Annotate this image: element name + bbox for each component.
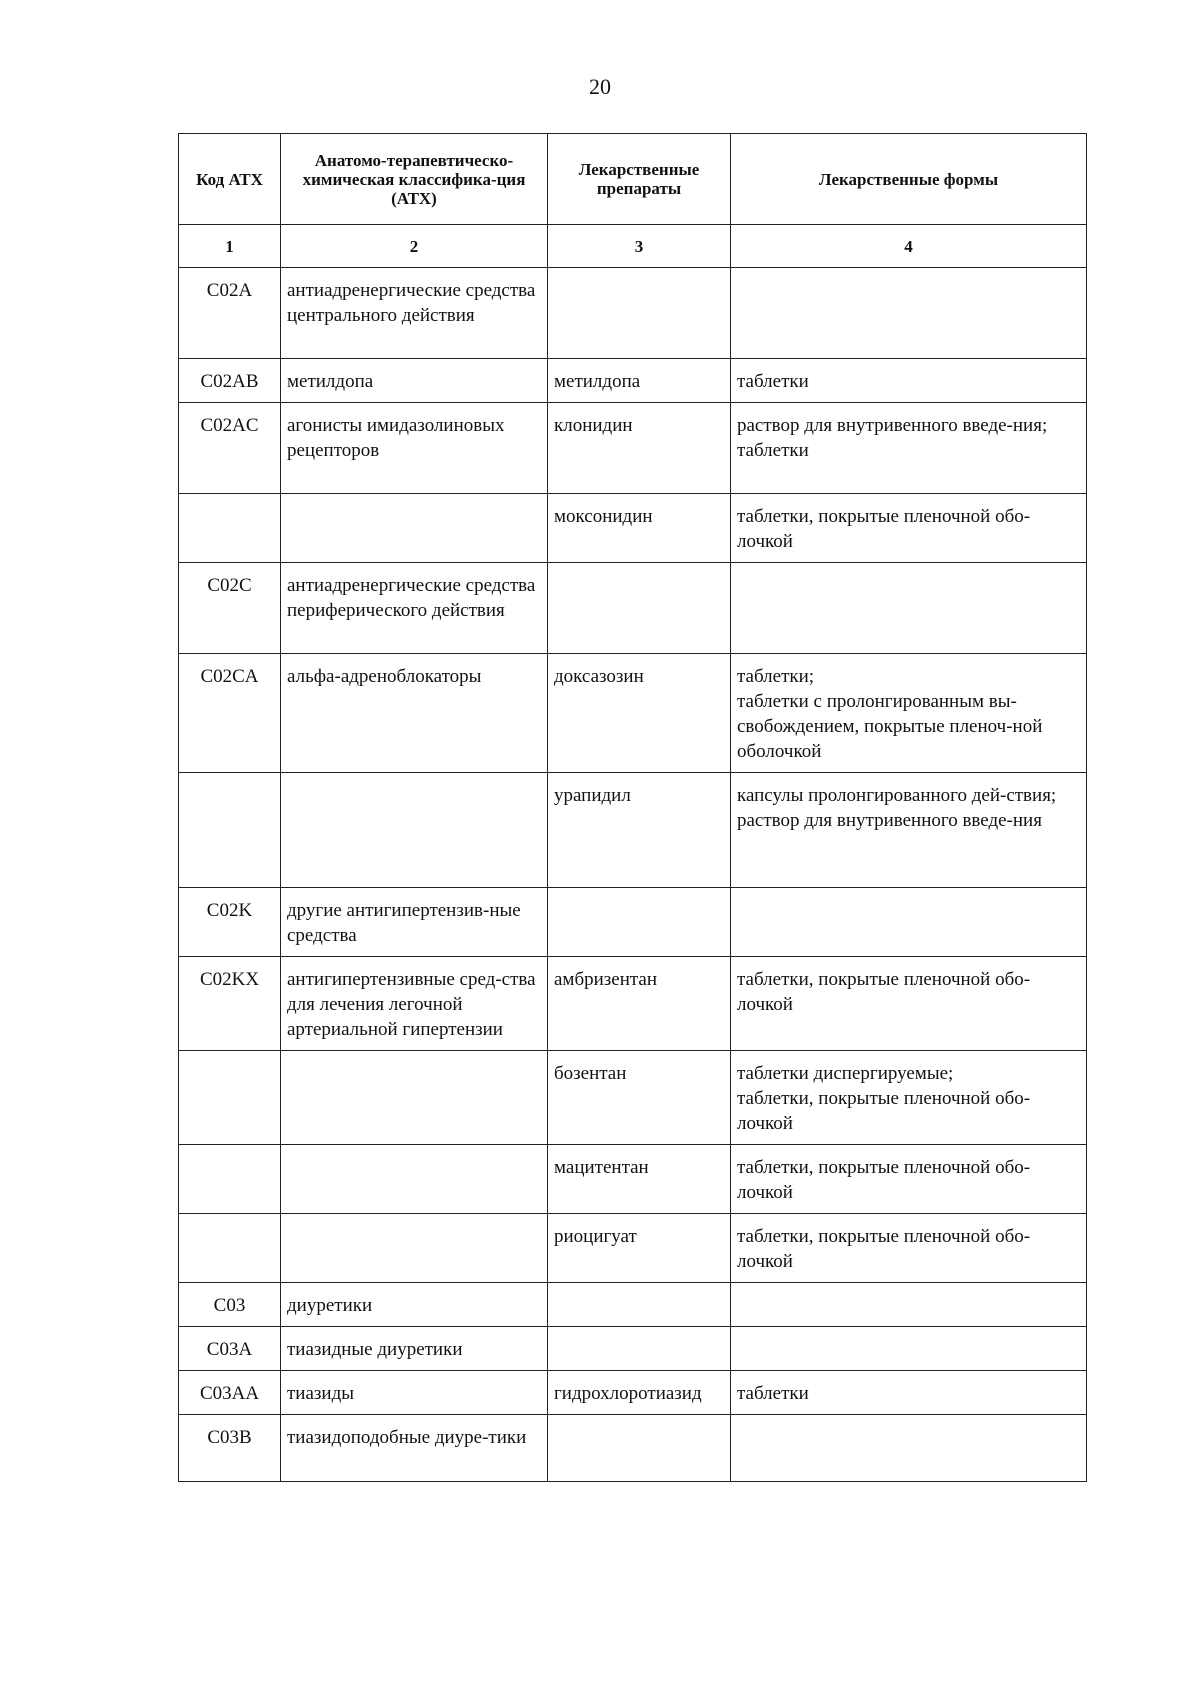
dosage-form: таблетки xyxy=(737,371,809,392)
drug-cell: доксазозин xyxy=(548,654,731,773)
table-row xyxy=(179,888,1087,957)
table-row xyxy=(179,1214,1087,1283)
atx-code-cell: C02AC xyxy=(179,403,281,494)
dosage-form: таблетки, покрытые пленочной обо-лочкой xyxy=(737,1157,1031,1203)
drug-cell: мацитентан xyxy=(548,1145,731,1214)
drug-cell xyxy=(548,563,731,654)
header-code: Код АТХ xyxy=(179,134,281,225)
atx-class-cell xyxy=(281,1145,548,1214)
column-number: 3 xyxy=(548,225,731,268)
dosage-forms-cell xyxy=(731,1415,1087,1482)
atx-code-cell: C03 xyxy=(179,1283,281,1327)
drug-cell xyxy=(548,1415,731,1482)
table-row xyxy=(179,1415,1087,1482)
drug-cell xyxy=(548,1327,731,1371)
atx-code-cell: C02AB xyxy=(179,359,281,403)
column-number: 2 xyxy=(281,225,548,268)
dosage-form: раствор для внутривенного введе-ния; xyxy=(737,415,1048,436)
atx-code-cell: C03A xyxy=(179,1327,281,1371)
drug-cell: амбризентан xyxy=(548,957,731,1051)
dosage-form: таблетки; xyxy=(737,666,815,687)
atx-code-cell: C02CA xyxy=(179,654,281,773)
atx-class-cell: антигипертензивные сред-ства для лечения легочной артериальной гипертензии xyxy=(281,957,548,1051)
atx-class-cell xyxy=(281,1214,548,1283)
table-row xyxy=(179,494,1087,563)
dosage-form: капсулы пролонгированного дей-ствия; xyxy=(737,785,1057,806)
dosage-forms-cell xyxy=(731,1371,1087,1415)
drug-cell: метилдопа xyxy=(548,359,731,403)
table-row xyxy=(179,563,1087,654)
page-number: 20 xyxy=(589,74,611,99)
dosage-forms-cell xyxy=(731,1214,1087,1283)
dosage-forms-cell xyxy=(731,359,1087,403)
atx-class-cell: антиадренергические средства центрального действия xyxy=(281,268,548,359)
atx-class-cell xyxy=(281,1051,548,1145)
drug-cell: бозентан xyxy=(548,1051,731,1145)
dosage-form: таблетки, покрытые пленочной обо-лочкой xyxy=(737,969,1031,1015)
table-row xyxy=(179,1283,1087,1327)
dosage-form: таблетки, покрытые пленочной обо-лочкой xyxy=(737,1226,1031,1272)
dosage-forms-cell xyxy=(731,888,1087,957)
dosage-forms-cell xyxy=(731,957,1087,1051)
atx-code-cell: C03AA xyxy=(179,1371,281,1415)
column-number: 1 xyxy=(179,225,281,268)
table-row xyxy=(179,1051,1087,1145)
atx-class-cell: другие антигипертензив-ные средства xyxy=(281,888,548,957)
atx-code-cell: C03B xyxy=(179,1415,281,1482)
dosage-form: таблетки диспергируемые; xyxy=(737,1063,954,1084)
dosage-forms-cell xyxy=(731,403,1087,494)
drug-cell xyxy=(548,1283,731,1327)
atx-code-cell: C02K xyxy=(179,888,281,957)
header-row xyxy=(179,134,1087,225)
table-row xyxy=(179,403,1087,494)
dosage-forms-cell xyxy=(731,1283,1087,1327)
drug-cell: клонидин xyxy=(548,403,731,494)
atx-code-cell xyxy=(179,773,281,888)
table-row xyxy=(179,957,1087,1051)
dosage-forms-cell xyxy=(731,563,1087,654)
atx-code-cell xyxy=(179,494,281,563)
atx-class-cell: агонисты имидазолиновых рецепторов xyxy=(281,403,548,494)
header-forms: Лекарственные формы xyxy=(731,134,1087,225)
dosage-form: раствор для внутривенного введе-ния xyxy=(737,810,1042,831)
dosage-forms-cell xyxy=(731,494,1087,563)
atx-code-cell: C02C xyxy=(179,563,281,654)
dosage-forms-cell xyxy=(731,1327,1087,1371)
dosage-forms-cell xyxy=(731,773,1087,888)
atx-class-cell: метилдопа xyxy=(281,359,548,403)
atx-code-cell xyxy=(179,1051,281,1145)
drug-cell: гидрохлоротиазид xyxy=(548,1371,731,1415)
table-row xyxy=(179,1327,1087,1371)
atx-table xyxy=(178,133,1087,1482)
drug-cell: риоцигуат xyxy=(548,1214,731,1283)
table-row xyxy=(179,654,1087,773)
table-row xyxy=(179,268,1087,359)
table-row xyxy=(179,359,1087,403)
header-drug: Лекарственные препараты xyxy=(548,134,731,225)
column-number-row xyxy=(179,225,1087,268)
dosage-forms-cell xyxy=(731,1051,1087,1145)
atx-code-cell: C02KX xyxy=(179,957,281,1051)
drug-cell: урапидил xyxy=(548,773,731,888)
atx-class-cell: альфа-адреноблокаторы xyxy=(281,654,548,773)
dosage-form: таблетки, покрытые пленочной обо-лочкой xyxy=(737,506,1031,552)
atx-class-cell: тиазидоподобные диуре-тики xyxy=(281,1415,548,1482)
dosage-forms-cell xyxy=(731,654,1087,773)
drug-cell xyxy=(548,888,731,957)
atx-class-cell: антиадренергические средства периферического действия xyxy=(281,563,548,654)
atx-class-cell: тиазиды xyxy=(281,1371,548,1415)
table-row xyxy=(179,1371,1087,1415)
atx-class-cell: тиазидные диуретики xyxy=(281,1327,548,1371)
atx-code-cell: C02A xyxy=(179,268,281,359)
atx-class-cell xyxy=(281,494,548,563)
atx-class-cell: диуретики xyxy=(281,1283,548,1327)
dosage-form: таблетки xyxy=(737,440,809,461)
header-atx: Анатомо-терапевтическо-химическая классифика-ция (АТХ) xyxy=(281,134,548,225)
dosage-form: таблетки xyxy=(737,1383,809,1404)
dosage-form: таблетки, покрытые пленочной обо-лочкой xyxy=(737,1088,1031,1134)
atx-code-cell xyxy=(179,1214,281,1283)
drug-cell: моксонидин xyxy=(548,494,731,563)
atx-code-cell xyxy=(179,1145,281,1214)
dosage-forms-cell xyxy=(731,268,1087,359)
column-number: 4 xyxy=(731,225,1087,268)
table-row xyxy=(179,773,1087,888)
dosage-forms-cell xyxy=(731,1145,1087,1214)
atx-class-cell xyxy=(281,773,548,888)
table-row xyxy=(179,1145,1087,1214)
dosage-form: таблетки с пролонгированным вы-свобождением, покрытые пленоч-ной оболочкой xyxy=(737,691,1043,762)
drug-cell xyxy=(548,268,731,359)
